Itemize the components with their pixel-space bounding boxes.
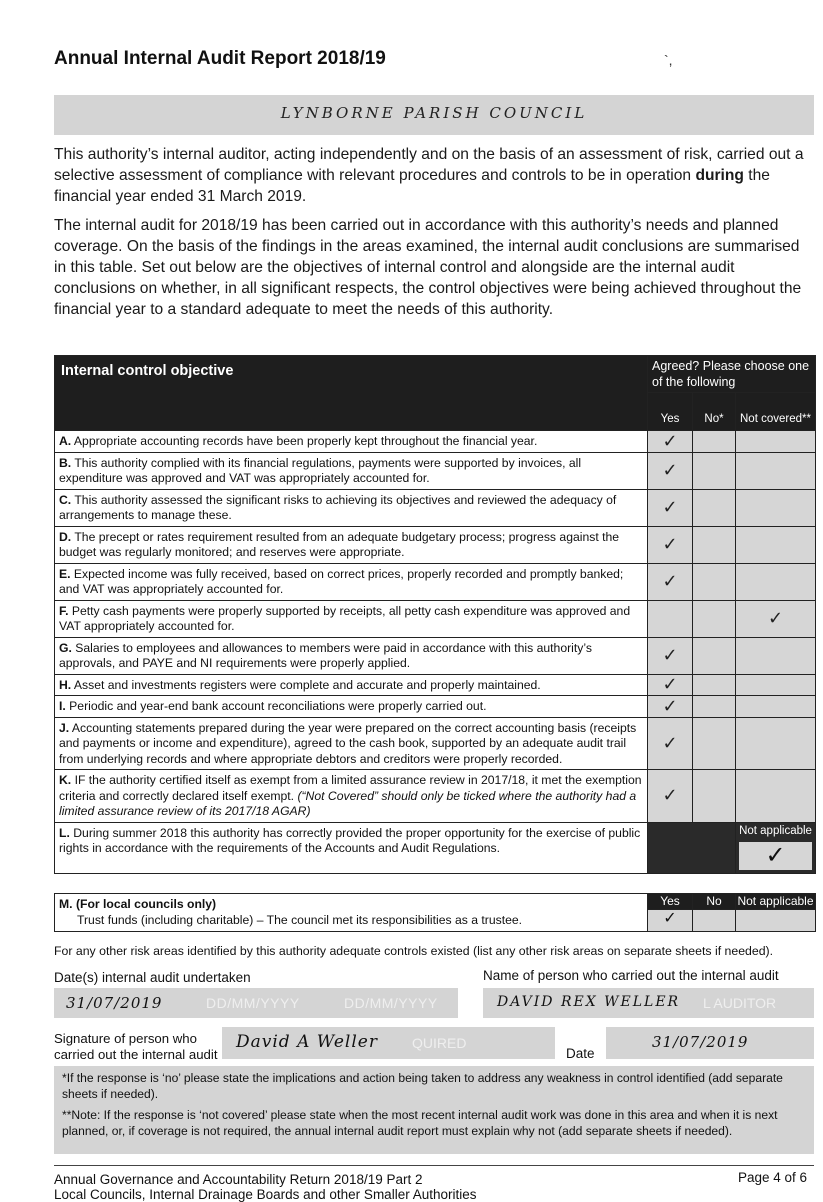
date-placeholder-3: DD/MM/YYYY: [344, 995, 438, 1011]
objective-description: [55, 637, 648, 674]
objective-row: [55, 696, 816, 718]
objective-description: [55, 770, 648, 823]
not-covered-cell[interactable]: [736, 489, 816, 526]
objective-text: IF the authority certified itself as exempt from a limited assurance review in 2017/18, it met the exemption criteria and correctly declared itself exempt.: [59, 773, 642, 803]
row-l-unavailable: [648, 822, 736, 874]
not-covered-cell[interactable]: [736, 770, 816, 823]
no-cell[interactable]: [693, 637, 736, 674]
objective-label: A.: [59, 434, 72, 448]
yes-cell[interactable]: ✓: [648, 674, 693, 696]
auditor-name-field[interactable]: [483, 988, 814, 1018]
yes-cell[interactable]: ✓: [648, 526, 693, 563]
auditor-name-value: DAVID REX WELLER: [497, 994, 681, 1010]
objective-description: [55, 674, 648, 696]
objective-note: (“Not Covered” should only be ticked where the authority had a limited assurance review of its 2017/18 AGAR): [59, 788, 637, 818]
yes-cell[interactable]: [648, 600, 693, 637]
objective-label: F.: [59, 603, 69, 618]
objective-row: [55, 489, 816, 526]
objective-text: Petty cash payments were properly supported by receipts, all petty cash expenditure was approved and VAT appropriately accounted for.: [59, 603, 631, 633]
objective-text: This authority complied with its financial regulations, payments were supported by invoices, all expenditure was approved and VAT was appropriately accounted for.: [59, 455, 582, 485]
not-covered-cell[interactable]: ✓: [736, 600, 816, 637]
footer-return-title: Annual Governance and Accountability Return 2018/19 Part 2: [54, 1172, 423, 1187]
objective-text: Asset and investments registers were complete and accurate and properly maintained.: [73, 677, 541, 692]
objective-label: G.: [59, 640, 72, 655]
no-cell[interactable]: [693, 526, 736, 563]
objective-label: E.: [59, 566, 71, 581]
not-covered-cell[interactable]: [736, 717, 816, 770]
signature-field[interactable]: [222, 1027, 555, 1059]
signature-value: David A Weller: [236, 1032, 378, 1052]
objective-text: Appropriate accounting records have been properly kept throughout the financial year.: [73, 434, 538, 448]
trust-no-cell[interactable]: [693, 910, 736, 932]
no-column-header: No*: [693, 393, 736, 431]
no-cell[interactable]: [693, 452, 736, 489]
trust-na-cell[interactable]: [736, 910, 816, 932]
footer-divider: [54, 1165, 814, 1166]
note-not-covered: **Note: If the response is ‘not covered’ please state when the most recent internal audit work was done in this area and when it is next planned, or, if coverage is not required, the annual internal audit report must explain why not (add separate sheets if needed).: [62, 1108, 778, 1138]
not-covered-cell[interactable]: [736, 452, 816, 489]
objective-label: B.: [59, 455, 72, 470]
objective-text: Salaries to employees and allowances to members were paid in accordance with this authority’s approvals, and PAYE and NI requirements were properly applied.: [59, 640, 592, 670]
authority-name-value: LYNBORNE PARISH COUNCIL: [280, 104, 588, 122]
intro-text-end: the financial year ended 31 March 2019.: [54, 167, 770, 205]
objective-text: This authority assessed the significant risks to achieving its objectives and reviewed the adequacy of arrangements to manage these.: [59, 492, 617, 522]
objective-description: [55, 717, 648, 770]
footer-authority-types: Local Councils, Internal Drainage Boards and other Smaller Authorities: [54, 1187, 477, 1202]
not-applicable-tick: ✓: [739, 842, 812, 870]
yes-cell[interactable]: ✓: [648, 489, 693, 526]
intro-paragraph: [54, 144, 814, 207]
objective-label: I.: [59, 699, 66, 713]
objective-row: [55, 637, 816, 674]
not-covered-cell[interactable]: [736, 431, 816, 453]
trust-funds-label: M.: [59, 897, 73, 911]
no-cell[interactable]: [693, 600, 736, 637]
trust-funds-text: Trust funds (including charitable) – The council met its responsibilities as a trustee.: [77, 912, 523, 927]
objective-row: [55, 600, 816, 637]
trust-funds-row: [55, 894, 648, 932]
objective-label: C.: [59, 492, 72, 507]
yes-cell[interactable]: ✓: [648, 717, 693, 770]
yes-cell[interactable]: ✓: [648, 431, 693, 453]
internal-control-table: [54, 355, 816, 874]
yes-cell[interactable]: ✓: [648, 696, 693, 718]
no-cell[interactable]: [693, 431, 736, 453]
objective-row: [55, 717, 816, 770]
objective-description: [55, 489, 648, 526]
objective-row: [55, 770, 816, 823]
objective-row-l: [55, 822, 648, 874]
not-covered-cell[interactable]: [736, 526, 816, 563]
not-covered-cell[interactable]: [736, 674, 816, 696]
auditor-name-label: Name of person who carried out the internal audit: [483, 968, 779, 983]
objective-description: [55, 563, 648, 600]
no-cell[interactable]: [693, 563, 736, 600]
no-cell[interactable]: [693, 696, 736, 718]
conclusions-paragraph: The internal audit for 2018/19 has been carried out in accordance with this authority’s needs and planned coverage. On the basis of the findings in the areas examined, the internal audit conclusions are summarised in this table. Set out below are the objectives of internal control and alongside are the internal audit conclusions on whether, in all significant respects, the control objectives were being achieved throughout the financial year to a standard adequate to meet the needs of this authority.: [54, 217, 802, 318]
not-applicable-label: Not applicable: [736, 823, 815, 841]
authority-name-field[interactable]: [54, 95, 814, 135]
objective-label: D.: [59, 529, 72, 544]
other-risk-note: For any other risk areas identified by this authority adequate controls existed (list any other risk areas on separate sheets if needed).: [54, 944, 774, 958]
yes-cell[interactable]: ✓: [648, 563, 693, 600]
auditor-name-placeholder: L AUDITOR: [703, 995, 777, 1011]
signature-placeholder: QUIRED: [412, 1035, 467, 1051]
agreed-header: Agreed? Please choose one of the following: [648, 356, 816, 393]
objective-row: [55, 674, 816, 696]
audit-date-value: 31/07/2019: [66, 994, 163, 1012]
audit-dates-field[interactable]: [54, 988, 458, 1018]
scan-mark: `,: [664, 52, 673, 68]
objective-description: [55, 431, 648, 453]
yes-cell[interactable]: ✓: [648, 770, 693, 823]
objective-row: [55, 452, 816, 489]
trust-funds-heading: (For local councils only): [75, 897, 217, 911]
objective-text: Periodic and year-end bank account reconciliations were properly carried out.: [69, 699, 487, 713]
not-covered-cell[interactable]: [736, 637, 816, 674]
objective-row: [55, 563, 816, 600]
objective-row: [55, 526, 816, 563]
not-covered-cell[interactable]: [736, 563, 816, 600]
row-l-not-applicable[interactable]: [736, 822, 816, 874]
objective-text: Accounting statements prepared during the year were prepared on the correct accounting basis (receipts and payments or income and expenditure), agreed to the cash book, supported by an adequate audit trail from underlying records and where appropriate debtors and creditors were properly recorded.: [59, 720, 637, 766]
no-cell[interactable]: [693, 717, 736, 770]
no-cell[interactable]: [693, 770, 736, 823]
date-placeholder-2: DD/MM/YYYY: [206, 995, 300, 1011]
signature-date-field[interactable]: [606, 1027, 814, 1059]
objective-text: The precept or rates requirement resulted from an adequate budgetary process; progress against the budget was regularly monitored; and reserves were appropriate.: [59, 529, 620, 559]
objective-label: L.: [59, 825, 70, 840]
intro-text-bold: during: [695, 167, 744, 184]
page-title: Annual Internal Audit Report 2018/19: [54, 48, 386, 69]
notes-box: [54, 1066, 814, 1154]
intro-text-start: This authority’s internal auditor, acting independently and on the basis of an assessment of risk, carried out a selective assessment of compliance with relevant procedures and controls to be in operation: [54, 146, 804, 184]
objective-description: [55, 600, 648, 637]
trust-yes-cell[interactable]: ✓: [648, 910, 693, 932]
not-covered-column-header: Not covered**: [736, 393, 816, 431]
trust-no-header: No: [693, 894, 736, 910]
trust-na-header: Not applicable: [737, 894, 814, 908]
objective-description: [55, 526, 648, 563]
trust-funds-table: [54, 893, 816, 932]
yes-cell[interactable]: ✓: [648, 637, 693, 674]
date-label: Date: [566, 1046, 595, 1061]
objective-description: [55, 452, 648, 489]
objective-text: During summer 2018 this authority has correctly provided the proper opportunity for the exercise of public rights in accordance with the requirements of the Accounts and Audit Regulations.: [59, 825, 641, 855]
objective-text: Expected income was fully received, based on correct prices, properly recorded and promptly banked; and VAT was appropriately accounted for.: [59, 566, 624, 596]
yes-column-header: Yes: [648, 393, 693, 431]
note-no-response: *If the response is ‘no’ please state the implications and action being taken to address any weakness in control identified (add separate sheets if needed).: [62, 1071, 783, 1101]
no-cell[interactable]: [693, 674, 736, 696]
signature-date-value: 31/07/2019: [652, 1033, 749, 1051]
objective-label: K.: [59, 773, 72, 787]
trust-yes-header: Yes: [648, 894, 693, 910]
not-covered-cell[interactable]: [736, 696, 816, 718]
objective-description: [55, 696, 648, 718]
no-cell[interactable]: [693, 489, 736, 526]
objective-label: H.: [59, 677, 72, 692]
signature-label: Signature of person who carried out the internal audit: [54, 1031, 218, 1062]
page-number: Page 4 of 6: [738, 1170, 808, 1185]
objective-header: Internal control objective: [55, 356, 648, 431]
objective-row: [55, 431, 816, 453]
yes-cell[interactable]: ✓: [648, 452, 693, 489]
audit-dates-label: Date(s) internal audit undertaken: [54, 970, 251, 985]
objective-label: J.: [59, 720, 70, 735]
